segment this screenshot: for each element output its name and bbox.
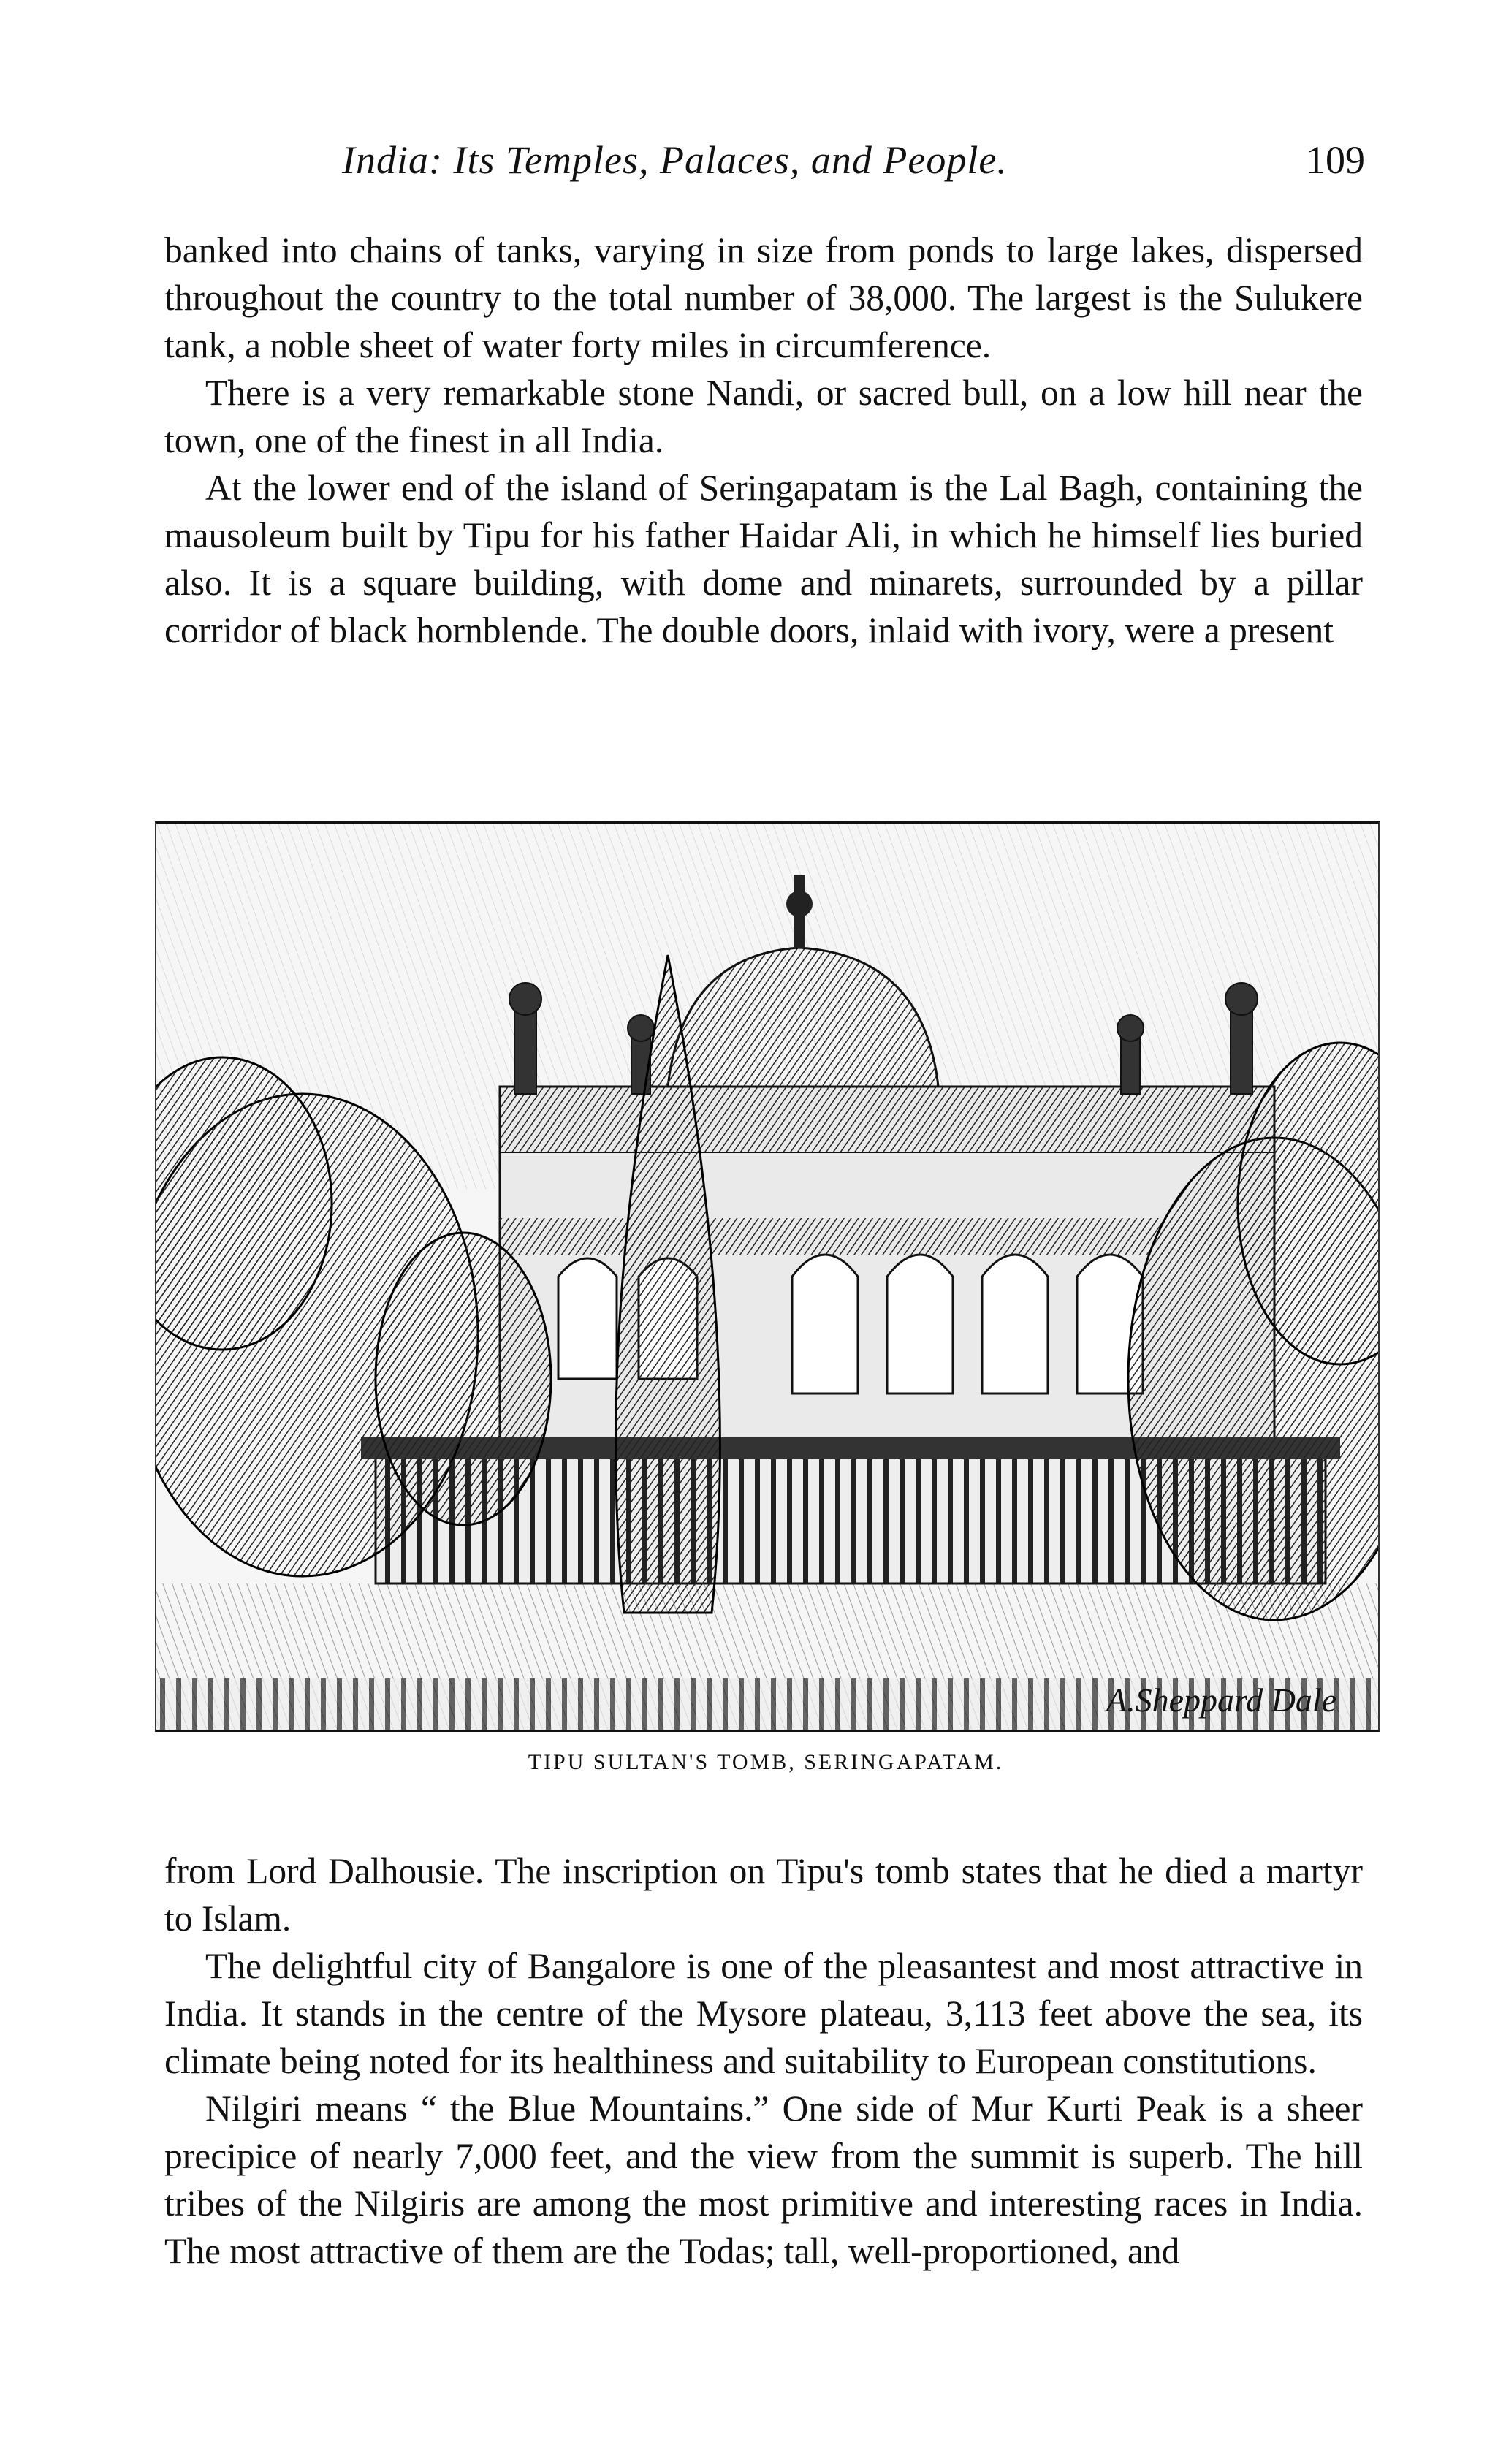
artist-signature: A.Sheppard Dale [1106,1681,1337,1719]
page-number: 109 [1306,138,1365,182]
paragraph-dalhousie: from Lord Dalhousie. The inscription on Tipu's tomb states that he died a martyr to Islam. [164,1851,1363,1939]
body-text-bottom [164,1847,1363,2275]
paragraph-bangalore: The delightful city of Bangalore is one of the pleasantest and most attractive in India. It stands in the centre of the Mysore plateau, 3,113 feet above the sea, its climate being noted for its healthiness and suitability to European constitutions. [164,1946,1363,2081]
paragraph-nilgiri: Nilgiri means “ the Blue Mountains.” One side of Mur Kurti Peak is a sheer precipice of nearly 7,000 feet, and the view from the summit is superb. The hill tribes of the Nilgiris are among the most primitive and interesting races in India. The most attractive of them are the Todas; tall, well-proportioned, and [164,2088,1363,2271]
body-text-top [164,227,1363,654]
paragraph-continued: banked into chains of tanks, varying in size from ponds to large lakes, dispersed throughout the country to the total number of 38,000. The largest is the Sulukere tank, a noble sheet of water forty miles in circumference. [164,230,1363,365]
paragraph-lal-bagh: At the lower end of the island of Seringapatam is the Lal Bagh, containing the mausoleum built by Tipu for his father Haidar Ali, in which he himself lies buried also. It is a square building, with dome and minarets, surrounded by a pillar corridor of black hornblende. The double doors, inlaid with ivory, were a present [164,468,1363,650]
running-title: India: Its Temples, Palaces, and People. [342,138,1008,182]
engraving-illustration [155,821,1380,1732]
paragraph-nandi: There is a very remarkable stone Nandi, or sacred bull, on a low hill near the town, one of the finest in all India. [164,373,1363,460]
page-header [167,137,1365,196]
tomb-engraving [156,824,1378,1730]
figure-caption: TIPU SULTAN'S TOMB, SERINGAPATAM. [528,1750,1004,1774]
